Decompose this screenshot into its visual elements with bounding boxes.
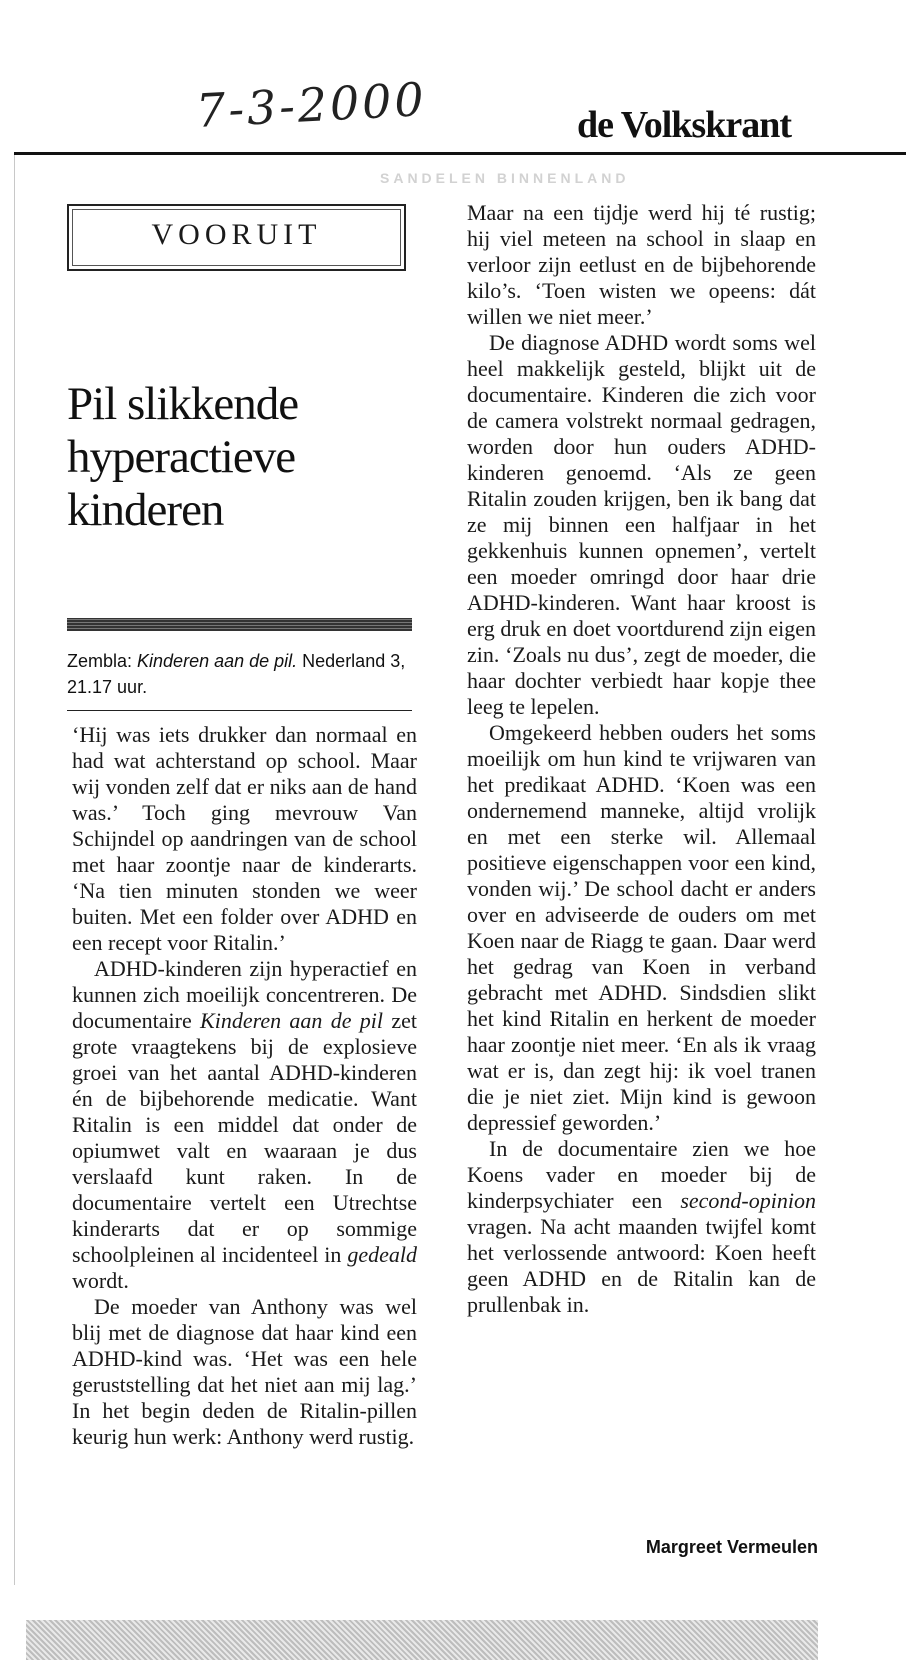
article-headline: Pil slikkende hyperactieve kinderen (67, 378, 299, 536)
headline-rule (67, 618, 412, 631)
paragraph (467, 1136, 816, 1318)
paragraph: ‘Hij was iets drukker dan normaal en had wat achterstand op school. Maar wij vonden zelf dat er niks aan de hand was.’ Toch ging mevrouw Van Schijndel op aandringen van de school met haar zoontje naar de kinderarts. ‘Na tien minuten stonden we weer buiten. Met een folder over ADHD en een recept voor Ritalin.’ (72, 722, 417, 955)
right-column (467, 200, 816, 1318)
masthead-rule (14, 152, 906, 155)
paragraph: Maar na een tijdje werd hij té rustig; hij viel meteen na school in slaap en verloor zijn eetlust en de bijbehorende kilo’s. ‘Toen wisten we opeens: dát willen we niet meer.’ (467, 200, 816, 329)
italic-word: second-opinion (680, 1188, 816, 1213)
left-column (72, 722, 417, 1450)
left-edge-line (14, 155, 15, 1585)
bleed-through-text: SANDELEN BINNENLAND (380, 170, 630, 186)
handwritten-date: 7-3-2000 (194, 72, 428, 138)
text-run: In de documentaire zien we hoe Koens vader en moeder bij de kinderpsychiater een (467, 1136, 816, 1213)
program-rule (67, 710, 412, 711)
documentary-title: Kinderen aan de pil (200, 1008, 384, 1033)
text-run: wordt. (72, 1268, 129, 1293)
italic-word: gedeald (347, 1242, 417, 1267)
rubric-box (67, 204, 406, 271)
program-info (67, 648, 412, 700)
scan-bottom-strip (26, 1620, 818, 1660)
paragraph: Omgekeerd hebben ouders het soms moeilijk om hun kind te vrijwaren van het predikaat ADHD. ‘Koen was een ondernemend manneke, altijd vrolijk en met een sterke wil. Allemaal positieve eigenschappen voor een kind, vonden wij.’ De school dacht er anders over en adviseerde de ouders om met Koen naar de Riagg te gaan. Daar werd het gedrag van Koen in verband gebracht met ADHD. Sindsdien slikt het kind Ritalin en herkent de moeder haar zoontje niet meer. ‘En als ik vraag wat er is, dan zegt hij: ik voel tranen die je niet ziet. Mijn kind is gewoon depressief geworden.’ (467, 720, 816, 1135)
program-title: Kinderen aan de pil. (137, 651, 298, 671)
program-details: Nederland 3, 21.17 uur. (67, 651, 406, 697)
text-run: zet grote vraagtekens bij de explosieve groei van het aantal ADHD-kinderen én de bijbehorende medicatie. Want Ritalin is een middel dat onder de opiumwet valt en waaraan je dus verslaafd kunt raken. In de documentaire vertelt een Utrechtse kinderarts dat er op sommige schoolpleinen al incidenteel in (72, 1008, 417, 1267)
rubric-label: VOORUIT (151, 218, 322, 251)
text-run: vragen. Na acht maanden twijfel komt het verlossende antwoord: Koen heeft geen ADHD en de Ritalin kan de prullenbak in. (467, 1214, 816, 1317)
text-run: ADHD-kinderen zijn hyperactief en kunnen zich moeilijk concentreren. De documentaire (72, 956, 417, 1033)
paragraph: De moeder van Anthony was wel blij met de diagnose dat haar kind een ADHD-kind was. ‘Het was een hele geruststelling dat het niet aan mij lag.’ In het begin deden de Ritalin-pillen keurig hun werk: Anthony werd rustig. (72, 1294, 417, 1449)
program-channel: Zembla: (67, 651, 138, 671)
newspaper-masthead: de Volkskrant (576, 104, 791, 146)
paragraph: De diagnose ADHD wordt soms wel heel makkelijk gesteld, blijkt uit de documentaire. Kinderen die zich voor de camera volstrekt normaal gedragen, worden door hun ouders ADHD-kinderen genoemd. ‘Als ze geen Ritalin zouden krijgen, ben ik bang dat ze mij binnen een halfjaar in het gekkenhuis kunnen opnemen’, vertelt een moeder omringd door haar drie ADHD-kinderen. Want haar kroost is erg druk en doet voortdurend zijn eigen zin. ‘Zoals nu dus’, zegt de moeder, die haar dochter verbiedt haar kopje thee leeg te lepelen. (467, 330, 816, 719)
paragraph (72, 956, 417, 1294)
author-byline: Margreet Vermeulen (645, 1537, 818, 1557)
